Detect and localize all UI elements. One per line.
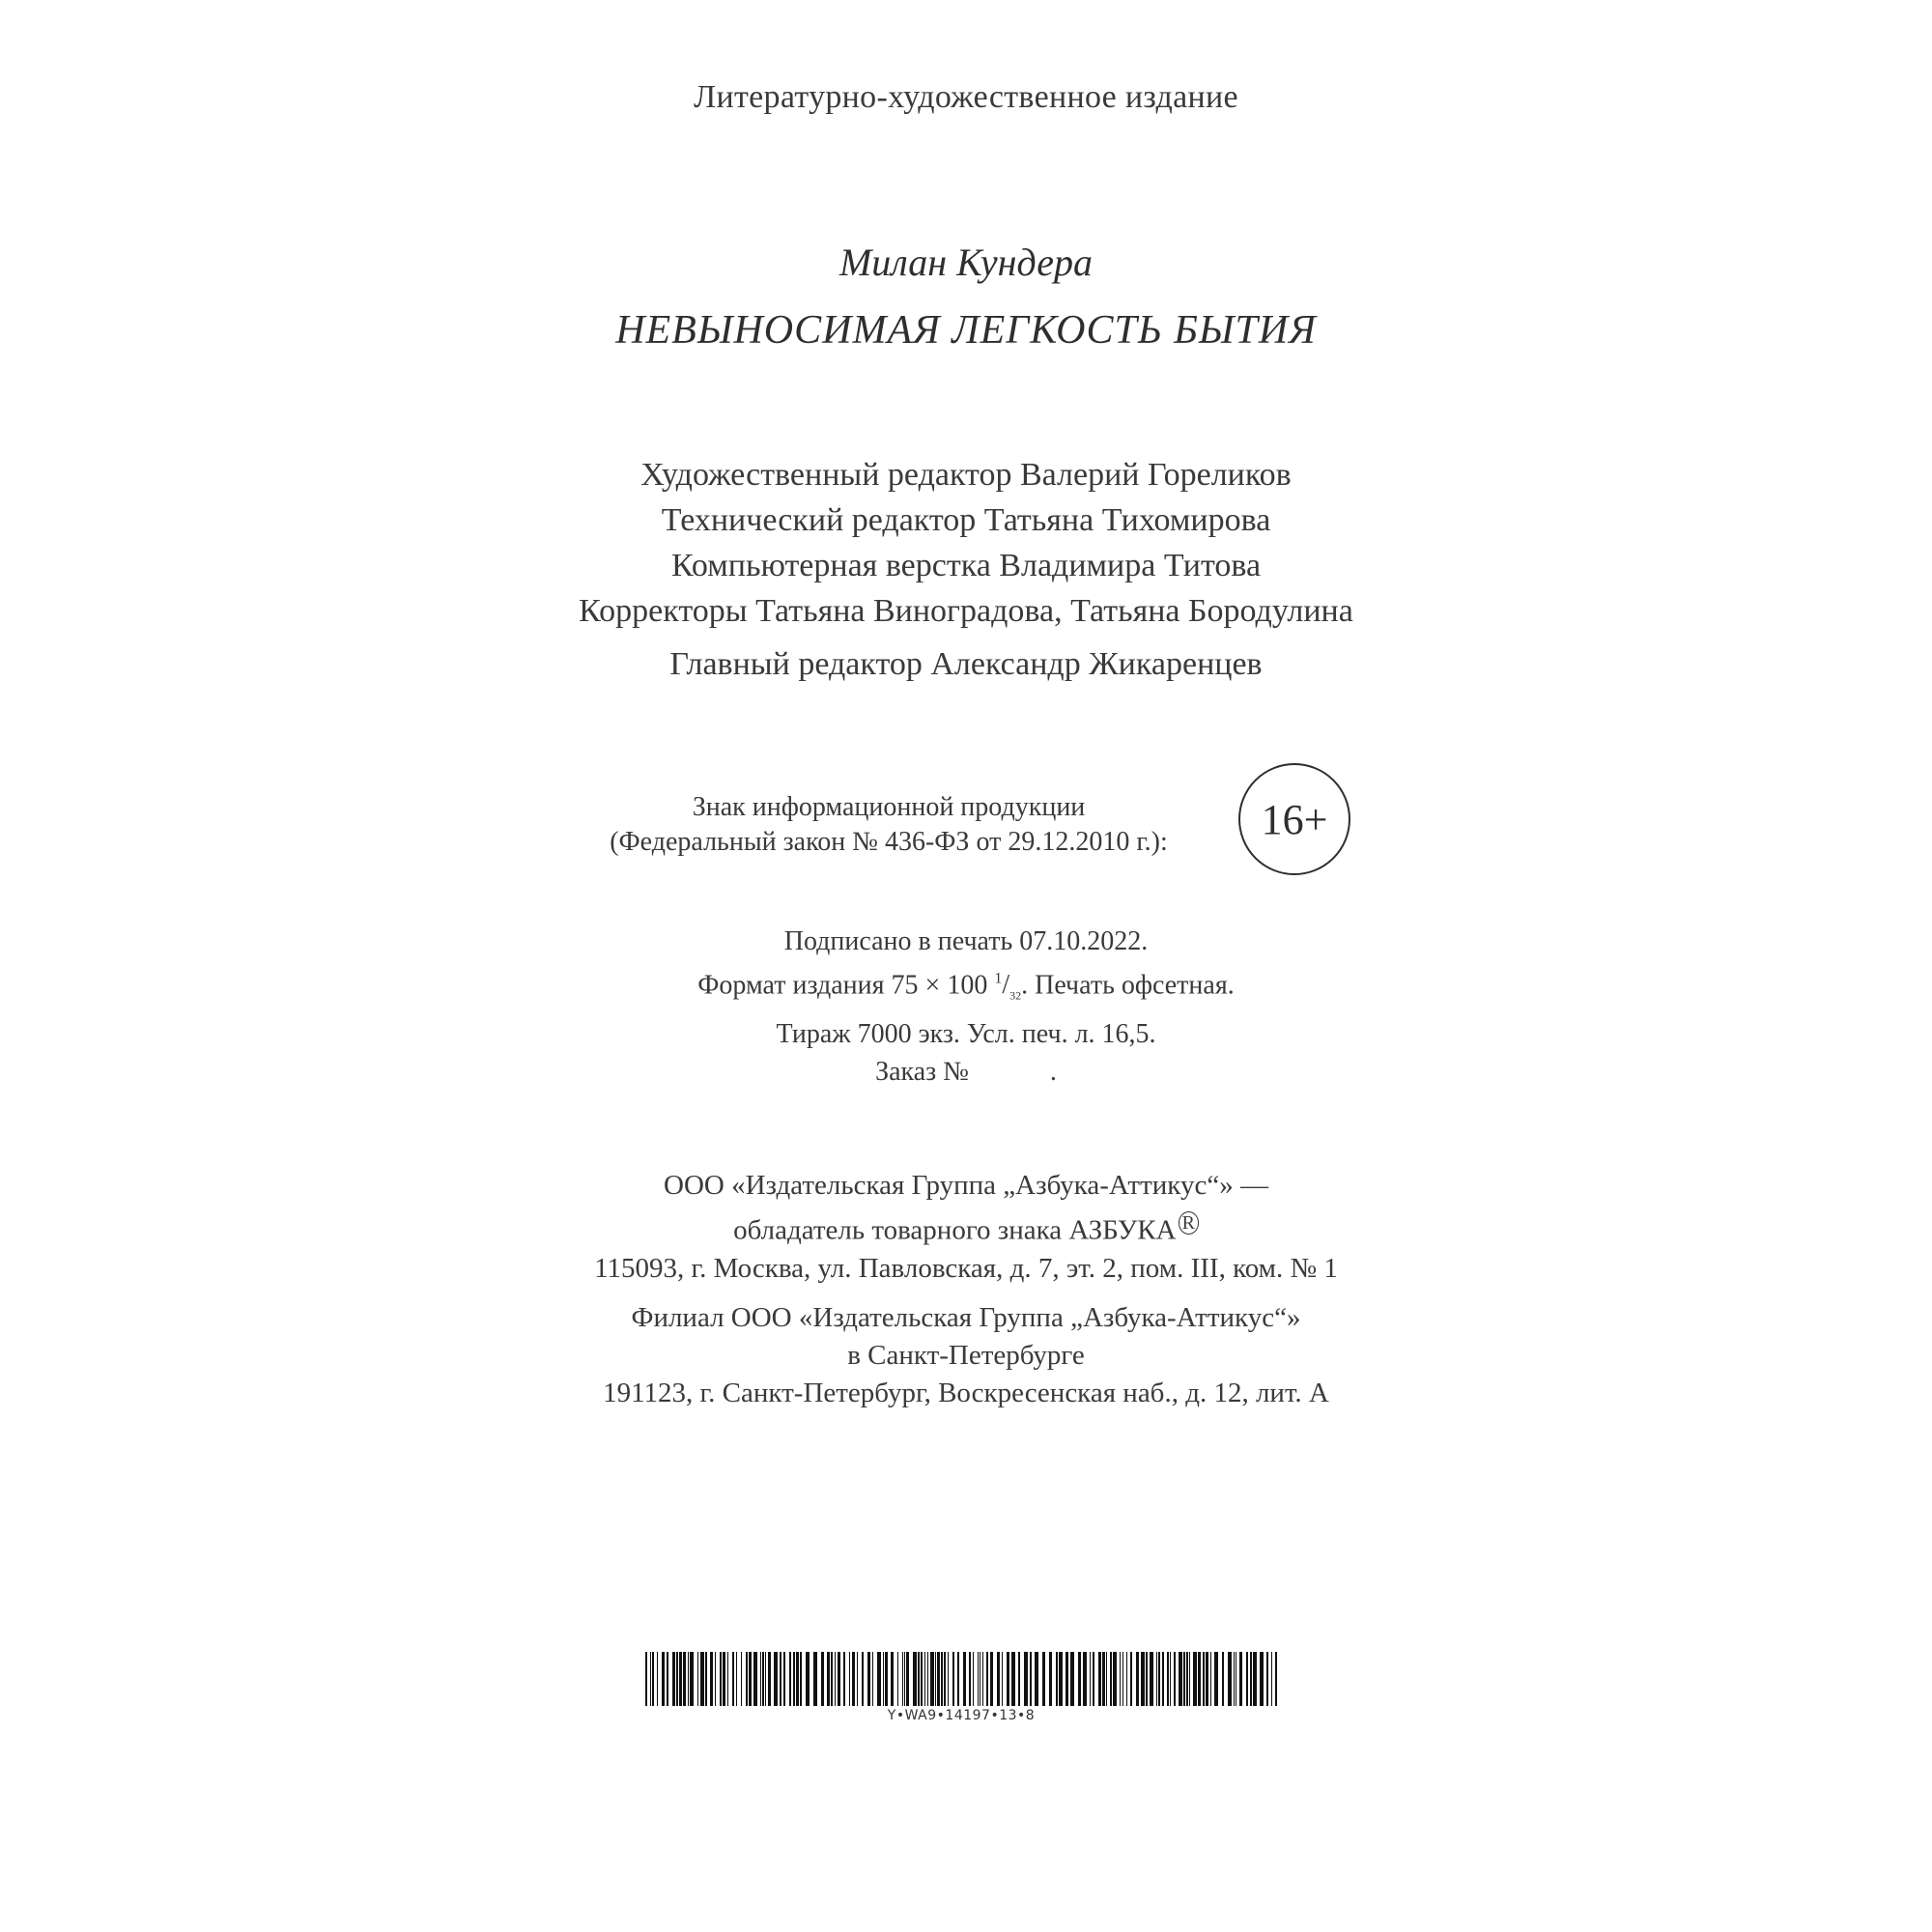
barcode-bar — [1239, 1652, 1242, 1706]
barcode-bar — [941, 1652, 943, 1706]
barcode-bar — [732, 1652, 734, 1706]
branch-line2: в Санкт-Петербурге — [847, 1339, 1085, 1371]
barcode-bar — [789, 1652, 791, 1706]
barcode-bar — [913, 1652, 917, 1706]
barcode-bar — [650, 1652, 651, 1706]
barcode-bar — [1266, 1652, 1268, 1706]
barcode-bar — [1122, 1652, 1123, 1706]
barcode-bar — [1275, 1652, 1277, 1706]
publisher-line1: ООО «Издательская Группа „Азбука-Аттикус“» — — [664, 1170, 1268, 1201]
barcode-bar — [676, 1652, 678, 1706]
barcode-bar — [720, 1652, 722, 1706]
barcode-bar — [1186, 1652, 1188, 1706]
barcode-bar — [937, 1652, 940, 1706]
barcode-bar — [710, 1652, 713, 1706]
barcode-bar — [1198, 1652, 1201, 1706]
print-format-prefix: Формат издания 75 × 100 — [697, 970, 988, 1001]
barcode-bar — [990, 1652, 993, 1706]
barcode-label: Y•WA9•14197•13•8 — [887, 1708, 1036, 1723]
barcode-bar — [1102, 1652, 1105, 1706]
barcode-bar — [1158, 1652, 1160, 1706]
publisher-block — [0, 1167, 1932, 1412]
barcode-bar — [1174, 1652, 1176, 1706]
barcode-bar — [838, 1652, 840, 1706]
barcode-bar — [821, 1652, 824, 1706]
genre-label: Литературно-художественное издание — [694, 79, 1238, 115]
credit-proofreaders: Корректоры Татьяна Виноградова, Татьяна Бородулина — [579, 593, 1353, 629]
barcode-bar — [672, 1652, 675, 1706]
credit-tech-editor: Технический редактор Татьяна Тихомирова — [661, 502, 1271, 538]
barcode-bar — [1002, 1652, 1003, 1706]
barcode-bar — [1193, 1652, 1197, 1706]
barcode-bar — [1035, 1652, 1038, 1706]
barcode-bar — [906, 1652, 909, 1706]
barcode-bar — [690, 1652, 694, 1706]
barcode-bar — [1179, 1652, 1182, 1706]
barcode-bar — [957, 1652, 959, 1706]
barcode-bar — [902, 1652, 903, 1706]
author-name: Милан Кундера — [838, 241, 1093, 284]
barcode-bar — [1260, 1652, 1264, 1706]
barcode-bar — [973, 1652, 974, 1706]
barcode-bar — [1189, 1652, 1190, 1706]
barcode-bar — [1234, 1652, 1235, 1706]
barcode-bar — [1170, 1652, 1171, 1706]
barcode-bar — [883, 1652, 884, 1706]
barcode-bar — [688, 1652, 689, 1706]
barcode-bar — [762, 1652, 764, 1706]
credit-chief-editor: Главный редактор Александр Жикаренцев — [669, 646, 1263, 682]
barcode-bar — [1162, 1652, 1164, 1706]
barcode-bar — [800, 1652, 802, 1706]
barcode-bar — [904, 1652, 905, 1706]
barcode-bar — [1222, 1652, 1224, 1706]
barcode-bar — [969, 1652, 971, 1706]
barcode-bar — [1024, 1652, 1028, 1706]
barcode-bar — [1206, 1652, 1208, 1706]
barcode-bar — [827, 1652, 830, 1706]
barcode-bar — [1210, 1652, 1211, 1706]
barcode-bar — [862, 1652, 864, 1706]
barcode-bar — [679, 1652, 682, 1706]
barcode-bar — [1106, 1652, 1107, 1706]
barcode-bar — [1246, 1652, 1248, 1706]
barcode-bar — [986, 1652, 988, 1706]
barcode-bar — [918, 1652, 920, 1706]
format-numerator: 1 — [994, 971, 1003, 987]
barcode-bar — [1078, 1652, 1081, 1706]
barcode-bar — [948, 1652, 949, 1706]
barcode-bar — [700, 1652, 704, 1706]
barcode-bar — [1250, 1652, 1252, 1706]
barcode-bar — [1146, 1652, 1148, 1706]
barcode-bar — [736, 1652, 737, 1706]
barcode-bar — [1098, 1652, 1101, 1706]
barcode-bar — [831, 1652, 833, 1706]
barcode-bar — [978, 1652, 979, 1706]
age-rating-badge: 16+ — [1238, 763, 1350, 875]
barcode-bar — [662, 1652, 665, 1706]
book-title: НЕВЫНОСИМАЯ ЛЕГКОСТЬ БЫТИЯ — [615, 308, 1317, 353]
barcode-bar — [952, 1652, 954, 1706]
barcode-bar — [867, 1652, 870, 1706]
barcode-bar — [697, 1652, 698, 1706]
print-order: Заказ № . — [875, 1056, 1057, 1087]
barcode-bar — [1156, 1652, 1157, 1706]
age-mark-line1: Знак информационной продукции — [692, 792, 1086, 822]
print-format-suffix: . Печать офсетная. — [1021, 970, 1235, 1001]
print-signed: Подписано в печать 07.10.2022. — [783, 926, 1149, 956]
barcode-bar — [891, 1652, 894, 1706]
barcode-bar — [793, 1652, 795, 1706]
barcode-bar — [1007, 1652, 1009, 1706]
barcode-bar — [1271, 1652, 1272, 1706]
publisher-line2 — [0, 1205, 1932, 1250]
barcode-bar — [780, 1652, 781, 1706]
barcode-bar — [1253, 1652, 1257, 1706]
barcode-bar — [963, 1652, 966, 1706]
barcode-bar — [835, 1652, 836, 1706]
barcode-bar — [1228, 1652, 1232, 1706]
barcode-bar — [796, 1652, 799, 1706]
publisher-address: 115093, г. Москва, ул. Павловская, д. 7, эт. 2, пом. III, ком. № 1 — [594, 1252, 1338, 1284]
barcode-bar — [935, 1652, 936, 1706]
barcode-bar — [1070, 1652, 1074, 1706]
credit-layout: Компьютерная верстка Владимира Титова — [670, 548, 1262, 583]
barcode-bar — [723, 1652, 725, 1706]
barcode-bar — [667, 1652, 668, 1706]
barcode-bar — [1183, 1652, 1185, 1706]
credit-art-editor: Художественный редактор Валерий Гореликов — [640, 457, 1292, 493]
barcode-bar — [783, 1652, 785, 1706]
barcode-bar — [760, 1652, 761, 1706]
barcode-bar — [1214, 1652, 1218, 1706]
barcode-bar — [753, 1652, 757, 1706]
barcode-bar — [768, 1652, 771, 1706]
branch-address: 191123, г. Санкт-Петербург, Воскресенская наб., д. 12, лит. А — [603, 1377, 1329, 1408]
print-info-block — [0, 923, 1932, 1091]
barcode-bar — [1011, 1652, 1015, 1706]
barcode-bar — [849, 1652, 850, 1706]
barcode-bar — [746, 1652, 748, 1706]
barcode-bar — [774, 1652, 778, 1706]
barcode-bar — [872, 1652, 873, 1706]
barcode-bar — [1141, 1652, 1145, 1706]
age-mark-line2: (Федеральный закон № 436-ФЗ от 29.12.2010 г.): — [610, 827, 1168, 857]
barcode-bar — [1167, 1652, 1169, 1706]
barcode-bar — [1110, 1652, 1112, 1706]
barcode-bar — [1083, 1652, 1087, 1706]
barcode-bar — [683, 1652, 686, 1706]
print-run: Тираж 7000 экз. Усл. печ. л. 16,5. — [776, 1018, 1156, 1049]
barcode-bar — [1059, 1652, 1063, 1706]
barcode-image — [645, 1652, 1277, 1706]
barcode-bar — [944, 1652, 946, 1706]
barcode-bar — [705, 1652, 707, 1706]
barcode-bar — [982, 1652, 983, 1706]
barcode-bar — [1065, 1652, 1068, 1706]
barcode-bar — [857, 1652, 858, 1706]
age-mark-text — [570, 790, 1208, 860]
print-format — [0, 960, 1932, 1015]
barcode-bar — [715, 1652, 716, 1706]
format-denominator: 32 — [1009, 988, 1022, 1003]
barcode-bar — [1093, 1652, 1094, 1706]
barcode-bar — [997, 1652, 1000, 1706]
publisher-trademark-text: обладатель товарного знака АЗБУКА — [733, 1214, 1177, 1246]
print-format-fraction: $^1/_{32}$ — [994, 970, 1022, 1003]
branch-line1: Филиал ООО «Издательская Группа „Азбука-Аттикус“» — [631, 1301, 1301, 1333]
barcode-bar — [843, 1652, 845, 1706]
barcode-bar — [652, 1652, 654, 1706]
barcode-bar — [1150, 1652, 1153, 1706]
registered-mark-icon: R — [1179, 1211, 1199, 1235]
barcode-bar — [897, 1652, 898, 1706]
barcode-bar — [727, 1652, 728, 1706]
barcode-bar — [927, 1652, 928, 1706]
barcode-bar — [1090, 1652, 1091, 1706]
barcode-bar — [1018, 1652, 1020, 1706]
barcode-bar — [657, 1652, 658, 1706]
barcode-bar — [1049, 1652, 1052, 1706]
barcode-bar — [749, 1652, 752, 1706]
barcode-bar — [1203, 1652, 1205, 1706]
barcode-bar — [741, 1652, 742, 1706]
barcode-bar — [1113, 1652, 1117, 1706]
barcode-bar — [877, 1652, 881, 1706]
barcode-bar — [806, 1652, 810, 1706]
barcode-bar — [921, 1652, 923, 1706]
barcode-bar — [813, 1652, 817, 1706]
credits-block — [0, 452, 1932, 687]
barcode-bar — [885, 1652, 888, 1706]
barcode-bar — [1042, 1652, 1045, 1706]
barcode-bar — [765, 1652, 766, 1706]
barcode-bar — [1130, 1652, 1132, 1706]
barcode-bar — [1056, 1652, 1058, 1706]
barcode-bar — [645, 1652, 647, 1706]
barcode-bar — [1136, 1652, 1139, 1706]
barcode-bar — [924, 1652, 925, 1706]
barcode-bar — [1120, 1652, 1121, 1706]
barcode-bar — [930, 1652, 934, 1706]
barcode-bar — [852, 1652, 855, 1706]
barcode-bar — [1030, 1652, 1032, 1706]
barcode-bar — [1126, 1652, 1127, 1706]
